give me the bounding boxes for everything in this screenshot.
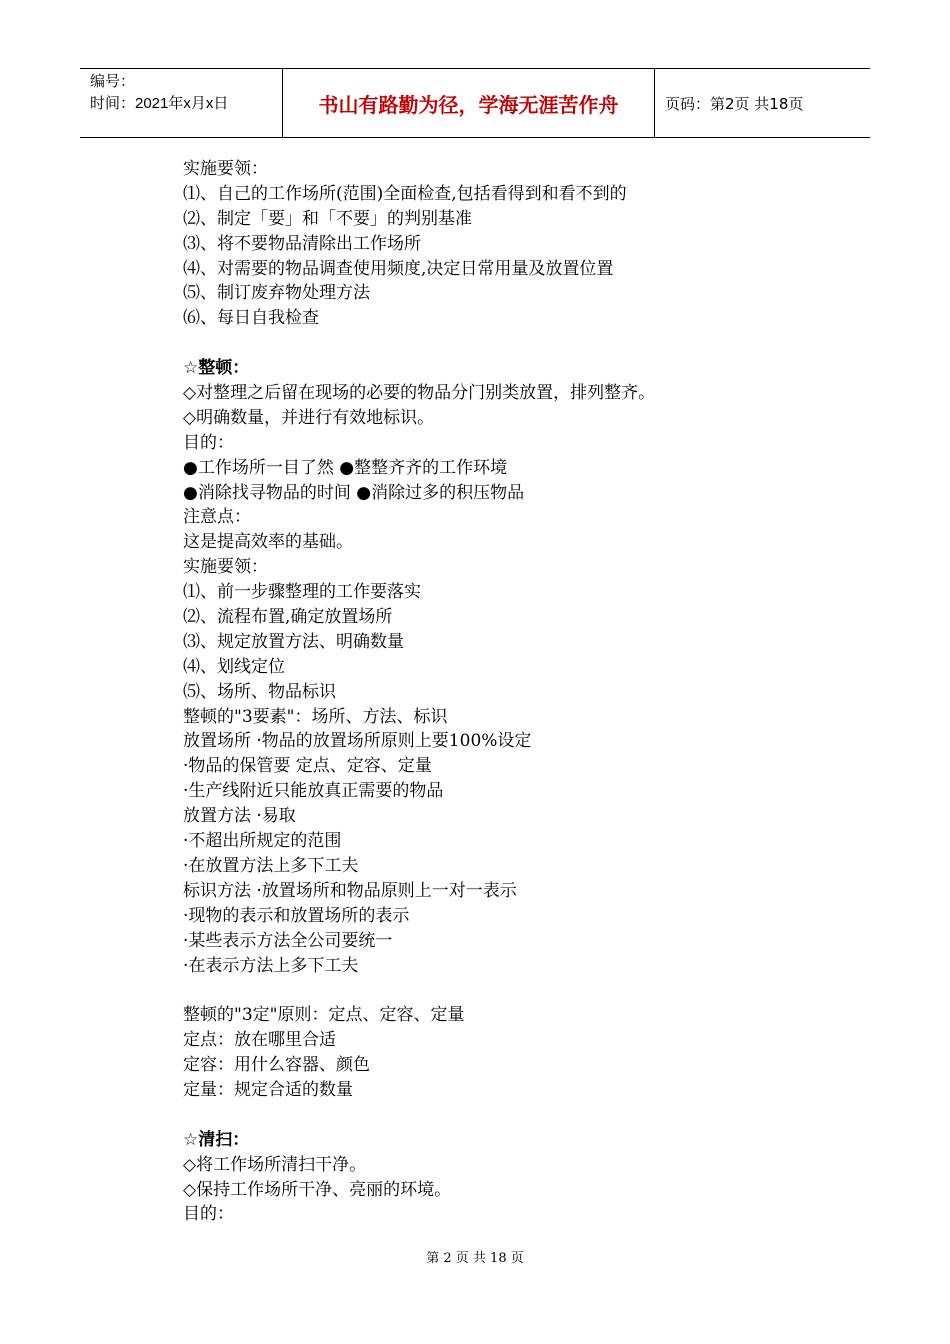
text-line: ●工作场所一目了然 ●整整齐齐的工作环境 — [183, 457, 508, 478]
header-meta — [80, 69, 283, 137]
text-line: ⑸、制订废弃物处理方法 — [183, 283, 370, 304]
text-line: 定量：规定合适的数量 — [183, 1079, 353, 1100]
text-line: ◇保持工作场所干净、亮丽的环境。 — [183, 1179, 452, 1200]
document-number-label: 编号： — [90, 73, 136, 90]
text-line: ⑹、每日自我检查 — [183, 308, 319, 329]
blank-line — [183, 978, 833, 1003]
text-line: ●消除找寻物品的时间 ●消除过多的积压物品 — [183, 482, 525, 503]
text-line: 目的： — [183, 432, 234, 453]
page-header — [80, 68, 870, 138]
section-heading: ☆整顿： — [183, 358, 250, 379]
document-time-label: 时间：2021年x月x日 — [90, 95, 229, 112]
text-line: ⑸、场所、物品标识 — [183, 681, 336, 702]
text-line: ·生产线附近只能放真正需要的物品 — [183, 781, 444, 802]
text-line: ⑶、将不要物品清除出工作场所 — [183, 233, 421, 254]
text-line: ⑴、前一步骤整理的工作要落实 — [183, 582, 421, 603]
text-line: 整顿的"3定"原则：定点、定容、定量 — [183, 1005, 465, 1026]
text-line: 标识方法 ·放置场所和物品原则上一对一表示 — [183, 880, 517, 901]
text-line: 定容：用什么容器、颜色 — [183, 1055, 370, 1076]
text-line: 实施要领： — [183, 557, 268, 578]
text-line: ·现物的表示和放置场所的表示 — [183, 905, 410, 926]
text-line: ⑶、规定放置方法、明确数量 — [183, 631, 404, 652]
blank-line — [183, 331, 833, 356]
text-line: ⑵、流程布置,确定放置场所 — [183, 607, 393, 628]
text-line: ·不超出所规定的范围 — [183, 831, 342, 852]
text-line: 实施要领： — [183, 159, 268, 179]
header-page-info: 页码：第2页 共18页 — [665, 94, 804, 113]
document-body — [183, 157, 833, 1227]
text-line: 目的： — [183, 1204, 234, 1225]
text-line: 定点：放在哪里合适 — [183, 1030, 336, 1051]
text-line: ⑷、划线定位 — [183, 656, 285, 677]
text-line: ◇将工作场所清扫干净。 — [183, 1154, 367, 1175]
text-line: 整顿的"3要素"：场所、方法、标识 — [183, 706, 448, 727]
text-line: 放置场所 ·物品的放置场所原则上要100%设定 — [183, 731, 532, 752]
section-heading: ☆清扫： — [183, 1129, 250, 1150]
text-line: ◇对整理之后留在现场的必要的物品分门别类放置，排列整齐。 — [183, 383, 656, 404]
text-line: ⑴、自己的工作场所(范围)全面检查,包括看得到和看不到的 — [183, 183, 627, 204]
text-line: ◇明确数量，并进行有效地标识。 — [183, 407, 435, 428]
text-line: ·某些表示方法全公司要统一 — [183, 930, 393, 951]
text-line: ·在表示方法上多下工夫 — [183, 955, 359, 976]
text-line: ·在放置方法上多下工夫 — [183, 855, 359, 876]
text-line: 这是提高效率的基础。 — [183, 532, 353, 553]
text-line: ·物品的保管要 定点、定容、定量 — [183, 756, 432, 777]
blank-line — [183, 1103, 833, 1128]
page-footer: 第 2 页 共 18 页 — [426, 1251, 524, 1266]
text-line: 注意点： — [183, 507, 251, 528]
text-line: ⑵、制定「要」和「不要」的判别基准 — [183, 208, 472, 229]
text-line: ⑷、对需要的物品调查使用频度,决定日常用量及放置位置 — [183, 258, 614, 279]
header-motto: 书山有路勤为径，学海无涯苦作舟 — [283, 69, 655, 137]
text-line: 放置方法 ·易取 — [183, 806, 296, 827]
